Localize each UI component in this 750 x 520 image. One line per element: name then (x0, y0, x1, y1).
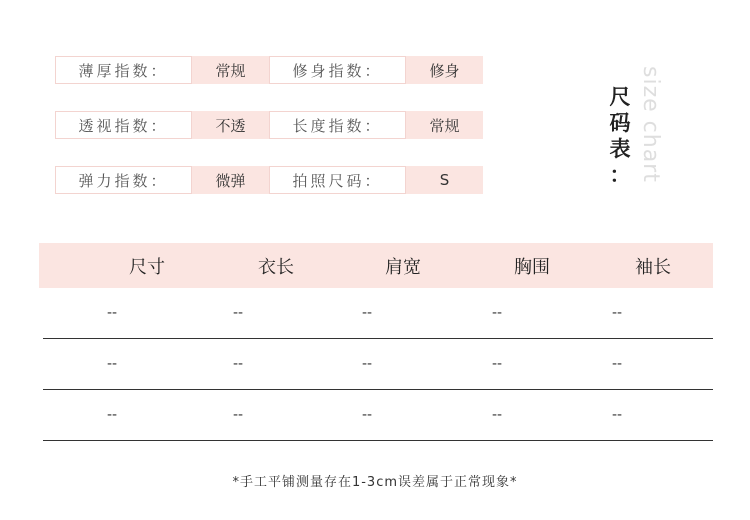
table-cell: -- (611, 407, 623, 423)
table-cell: -- (106, 305, 118, 321)
table-row (43, 339, 713, 390)
fit-value: 修身 (406, 56, 483, 84)
table-cell: -- (611, 356, 623, 372)
table-cell: -- (232, 356, 244, 372)
table-cell: -- (491, 407, 503, 423)
table-cell: -- (361, 356, 373, 372)
table-cell: -- (611, 305, 623, 321)
table-cell: -- (491, 305, 503, 321)
size-chart-subtitle: size chart (638, 66, 663, 183)
table-cell: -- (361, 305, 373, 321)
header-shoulder: 肩宽 (385, 256, 421, 278)
table-cell: -- (232, 407, 244, 423)
photo-size-label: 拍照尺码： (269, 166, 406, 194)
fit-label: 修身指数： (269, 56, 406, 84)
header-sleeve: 袖长 (635, 256, 671, 278)
attribute-row-sheer (55, 111, 483, 139)
stretch-label: 弹力指数： (55, 166, 192, 194)
title-char-1: 尺 (609, 85, 631, 109)
table-cell: -- (491, 356, 503, 372)
table-cell: -- (361, 407, 373, 423)
table-cell: -- (106, 407, 118, 423)
sheer-value: 不透 (192, 111, 269, 139)
header-length: 衣长 (258, 256, 294, 278)
thickness-label: 薄厚指数： (55, 56, 192, 84)
sheer-label: 透视指数： (55, 111, 192, 139)
attribute-row-stretch (55, 166, 483, 194)
attribute-row-thickness (55, 56, 483, 84)
stretch-value: 微弹 (192, 166, 269, 194)
table-header (39, 243, 713, 288)
table-cell: -- (232, 305, 244, 321)
header-bust: 胸围 (514, 256, 550, 278)
header-size: 尺寸 (129, 256, 165, 278)
photo-size-value: S (406, 166, 483, 194)
size-chart-title (608, 84, 632, 188)
length-value: 常规 (406, 111, 483, 139)
table-row (43, 390, 713, 441)
thickness-value: 常规 (192, 56, 269, 84)
title-char-4: ： (609, 163, 631, 187)
table-cell: -- (106, 356, 118, 372)
size-table (39, 243, 713, 441)
title-char-2: 码 (609, 111, 631, 135)
table-row (43, 288, 713, 339)
length-label: 长度指数： (269, 111, 406, 139)
measurement-note: *手工平铺测量存在1-3cm误差属于正常现象* (232, 475, 518, 490)
title-char-3: 表 (609, 137, 631, 161)
